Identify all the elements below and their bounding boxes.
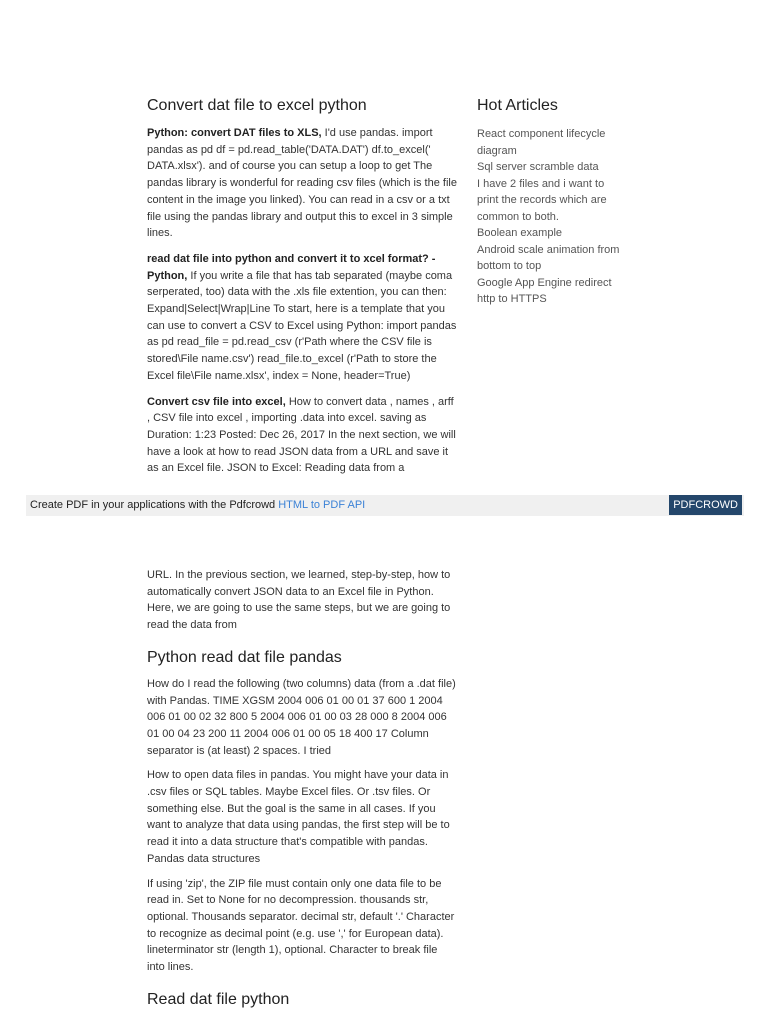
pdfcrowd-footer-bar xyxy=(26,495,744,516)
article-heading: Convert dat file to excel python xyxy=(147,97,367,114)
paragraph-body: If you write a file that has tab separated (maybe coma serperated, too) data with the .xls file extention, you can then: Expand|Select|Wrap|Line To start, here is a template that you can use to convert a CSV to Excel using Python: import pandas as pd read_file = pd.read_csv (r'Path where the CSV file is stored\File name.csv') read_file.to_excel (r'Path to store the Excel file\File name.xlsx', index = None, header=True) xyxy=(147,269,457,382)
article-heading: Read dat file python xyxy=(147,990,290,1008)
article-paragraph: How do I read the following (two columns) data (from a .dat file) with Pandas. TIME XGSM 2004 006 01 00 01 37 600 1 2004 006 01 00 02 32 800 5 2004 006 01 00 03 28 000 8 2004 006 01 00 04 23 200 11 2004 006 01 00 05 18 400 17 Column separator is (at least) 2 spaces. I tried xyxy=(147,677,456,757)
hot-article-link[interactable]: Google App Engine redirect http to HTTPS xyxy=(477,276,612,305)
article-section-bottom xyxy=(147,567,457,1018)
hot-article-link[interactable]: Sql server scramble data xyxy=(477,161,599,173)
paragraph-lead: Python: convert DAT files to XLS, xyxy=(147,127,322,139)
sidebar-title: Hot Articles xyxy=(477,97,558,114)
article-section-top xyxy=(147,96,457,486)
hot-article-link[interactable]: Boolean example xyxy=(477,227,563,239)
pdfcrowd-text xyxy=(30,498,365,513)
article-paragraph: URL. In the previous section, we learned, step-by-step, how to automatically convert JSON data to an Excel file in Python. Here, we are going to use the same steps, but we are going to read the data from xyxy=(147,569,451,632)
hot-article-link[interactable]: Android scale animation from bottom to top xyxy=(477,243,620,272)
hot-articles-list xyxy=(477,126,627,308)
pdfcrowd-message: Create PDF in your applications with the Pdfcrowd xyxy=(30,499,279,511)
article-heading: Python read dat file pandas xyxy=(147,648,342,666)
hot-articles-sidebar xyxy=(477,96,627,308)
paragraph-lead: Convert csv file into excel, xyxy=(147,395,286,408)
article-paragraph xyxy=(147,125,457,242)
article-paragraph xyxy=(147,394,457,478)
hot-article-link[interactable]: I have 2 files and i want to print the records which are common to both. xyxy=(477,177,607,223)
html-to-pdf-link[interactable]: HTML to PDF API xyxy=(278,499,366,511)
pdfcrowd-logo[interactable]: PDFCROWD xyxy=(669,495,742,515)
article-paragraph: If using 'zip', the ZIP file must contain only one data file to be read in. Set to None for no decompression. thousands str, optional. Thousands separator. decimal str, default '.' Character to recognize as decimal point (e.g. use ',' for European data). lineterminator str (length 1), optional. Character to break file into lines. xyxy=(147,877,455,974)
paragraph-body: How to convert data , names , arff , CSV file into excel , importing .data into excel. saving as Duration: 1:23 Posted: Dec 26, 2017 In the next section, we will have a look at how to read JSON data from a URL and save it as an Excel file. JSON to Excel: Reading data from a xyxy=(147,395,456,475)
article-paragraph xyxy=(147,251,457,385)
paragraph-lead: read dat file into python and convert it to xcel format? - Python, xyxy=(147,252,436,282)
hot-article-link[interactable]: React component lifecycle diagram xyxy=(477,128,606,157)
article-paragraph: How to open data files in pandas. You might have your data in .csv files or SQL tables. Maybe Excel files. Or .tsv files. Or something else. But the goal is the same in all cases. If you want to analyze that data using pandas, the first step will be to read it into a data structure that's compatible with pandas. Pandas data structures xyxy=(147,769,450,865)
paragraph-body: I'd use pandas. import pandas as pd df = pd.read_table('DATA.DAT') df.to_excel(' DATA.xlsx'). and of course you can setup a loop to get The pandas library is wonderful for reading csv files (which is the file content in the image you linked). You can read in a csv or a txt file using the pandas library and output this to excel in 3 simple lines. xyxy=(147,127,457,240)
